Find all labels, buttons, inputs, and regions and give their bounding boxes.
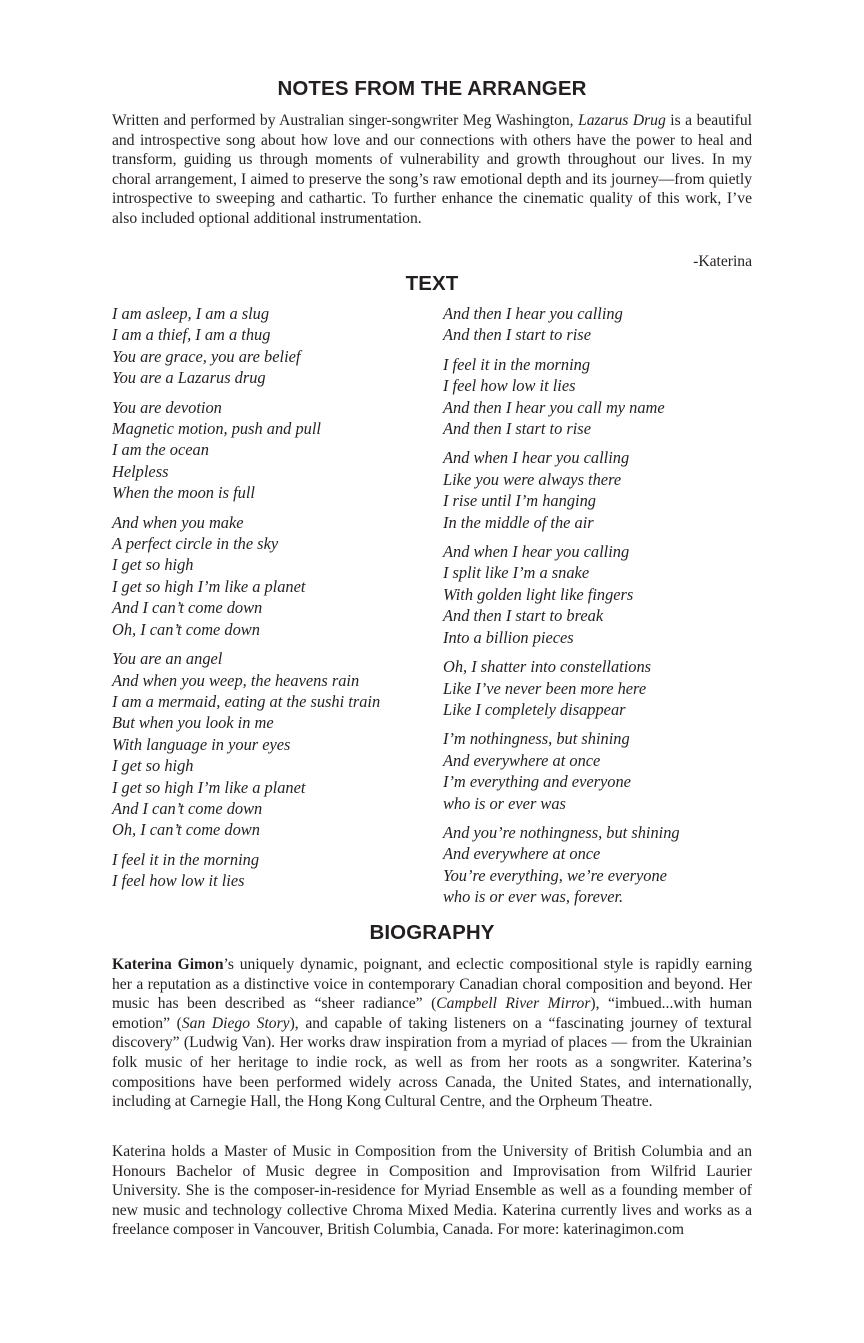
lyric-line: I rise until I’m hanging — [443, 491, 596, 511]
lyric-line: And then I start to break — [443, 606, 604, 626]
lyric-line: I feel how low it lies — [112, 871, 245, 891]
biography-paragraph-2: Katerina holds a Master of Music in Composition from the University of British Columbia and an Honours Bachelor of Music degree in Composition and Improvisation from Wilfrid Laurier University. She is the composer-in-residence for Myriad Ensemble as well as a founding member of new music and technology collective Chroma Mixed Media. Katerina currently lives and works as a freelance composer in Vancouver, British Columbia, Canada. For more: katerinagimon.com — [112, 1143, 752, 1239]
lyric-line: And then I start to rise — [443, 419, 591, 439]
lyric-line: And I can’t come down — [112, 598, 263, 618]
lyric-line: Oh, I can’t come down — [112, 619, 260, 639]
lyric-line: And then I hear you calling — [443, 304, 623, 323]
lyric-line: But when you look in me — [112, 713, 274, 733]
lyric-line: And then I start to rise — [443, 325, 591, 345]
text-heading: TEXT — [405, 272, 459, 295]
lyric-line: I feel it in the morning — [443, 354, 591, 374]
lyric-stanza — [112, 303, 432, 389]
lyric-line: You are a Lazarus drug — [112, 368, 266, 388]
lyric-stanza — [112, 512, 432, 640]
lyric-stanza — [443, 447, 752, 533]
lyric-stanza — [112, 397, 432, 504]
lyric-line: who is or ever was — [443, 793, 566, 813]
lyric-line: And everywhere at once — [443, 844, 601, 864]
lyric-stanza — [112, 648, 432, 841]
arranger-signature: -Katerina — [693, 253, 752, 270]
lyric-line: And I can’t come down — [112, 798, 263, 818]
lyric-line: Magnetic motion, push and pull — [112, 419, 321, 439]
lyric-stanza — [443, 541, 752, 648]
lyrics-right-column — [443, 303, 752, 916]
lyric-line: Helpless — [112, 461, 169, 481]
lyric-line: And you’re nothingness, but shining — [443, 822, 680, 842]
lyric-line: who is or ever was, forever. — [443, 887, 624, 907]
lyric-line: And then I hear you call my name — [443, 397, 665, 417]
biography-paragraph-1 — [112, 955, 752, 1112]
lyric-line: And when you make — [112, 512, 244, 532]
lyric-line: I’m nothingness, but shining — [443, 729, 630, 749]
bio-text: ’s uniquely dynamic, poignant, and eclectic compositional style is rapidly earning her a reputation as a distinctive voice in contemporary Canadian choral composition and beyond. Her music has been described as “sheer radiance” ( — [112, 956, 752, 1013]
lyric-line: I split like I’m a snake — [443, 563, 590, 583]
lyric-stanza — [443, 354, 752, 440]
lyric-line: Like I completely disappear — [443, 699, 626, 719]
notes-paragraph — [112, 111, 752, 229]
lyric-line: I get so high — [112, 555, 194, 575]
lyric-line: And when I hear you calling — [443, 542, 630, 562]
notes-text-start: Written and performed by Australian singer-songwriter Meg Washington, — [112, 112, 579, 129]
lyrics-left-column — [112, 303, 432, 900]
lyric-line: Oh, I can’t come down — [112, 820, 260, 840]
lyric-line: You’re everything, we’re everyone — [443, 865, 667, 885]
bio-text: ), and capable of taking listeners on a “fascinating journey of textural discovery” (Ludwig Van). Her works draw inspiration from a myriad of places — from the Ukrainian folk music of her heritage to indie rock, as well as from her roots as a songwriter. Katerina’s compositions have been performed widely across Canada, the United States, and internationally, including at Carnegie Hall, the Hong Kong Cultural Centre, and the Orpheum Theatre. — [112, 1014, 752, 1111]
notes-heading: NOTES FROM THE ARRANGER — [277, 77, 587, 100]
lyric-line: You are grace, you are belief — [112, 346, 301, 366]
lyric-stanza — [443, 656, 752, 720]
lyric-stanza — [443, 728, 752, 814]
lyric-line: I feel it in the morning — [112, 849, 260, 869]
lyric-line: You are devotion — [112, 397, 222, 417]
bio-text: ), “imbued...with human emotion” ( — [112, 995, 752, 1032]
lyric-line: Oh, I shatter into constellations — [443, 657, 652, 677]
lyric-stanza — [443, 822, 752, 908]
lyric-line: Like you were always there — [443, 469, 622, 489]
lyric-line: Like I’ve never been more here — [443, 678, 647, 698]
lyric-line: And when I hear you calling — [443, 448, 630, 468]
lyric-line: With golden light like fingers — [443, 584, 634, 604]
lyric-line: And when you weep, the heavens rain — [112, 670, 360, 690]
lyric-line: I get so high — [112, 756, 194, 776]
lyric-line: You are an angel — [112, 649, 223, 669]
lyric-line: When the moon is full — [112, 483, 255, 503]
lyric-line: I’m everything and everyone — [443, 772, 631, 792]
lyric-line: I am a thief, I am a thug — [112, 325, 271, 345]
source-citation: San Diego Story — [181, 1014, 290, 1032]
lyric-line: A perfect circle in the sky — [112, 534, 279, 554]
lyric-line: With language in your eyes — [112, 734, 291, 754]
lyric-line: And everywhere at once — [443, 750, 601, 770]
biography-heading: BIOGRAPHY — [369, 921, 495, 944]
composer-name: Katerina Gimon — [112, 956, 224, 973]
song-title: Lazarus Drug — [578, 112, 666, 129]
lyric-line: I feel how low it lies — [443, 376, 576, 396]
lyric-line: I am asleep, I am a slug — [112, 304, 270, 323]
lyric-line: Into a billion pieces — [443, 627, 574, 647]
notes-text-end: is a beautiful and introspective song about how love and our connections with others have the power to heal and transform, guiding us through moments of vulnerability and growth throughout our lives. In my choral arrangement, I aimed to preserve the song’s raw emotional depth and its journey—from quietly introspective to sweeping and cathartic. To further enhance the cinematic quality of this work, I’ve also included optional additional instrumentation. — [112, 112, 752, 227]
lyric-line: In the middle of the air — [443, 512, 594, 532]
lyric-stanza — [443, 303, 752, 346]
lyric-line: I am the ocean — [112, 440, 209, 460]
lyric-stanza — [112, 849, 432, 892]
lyric-line: I get so high I’m like a planet — [112, 576, 306, 596]
source-citation: Campbell River Mirror — [436, 995, 591, 1013]
lyric-line: I get so high I’m like a planet — [112, 777, 306, 797]
lyric-line: I am a mermaid, eating at the sushi train — [112, 691, 381, 711]
